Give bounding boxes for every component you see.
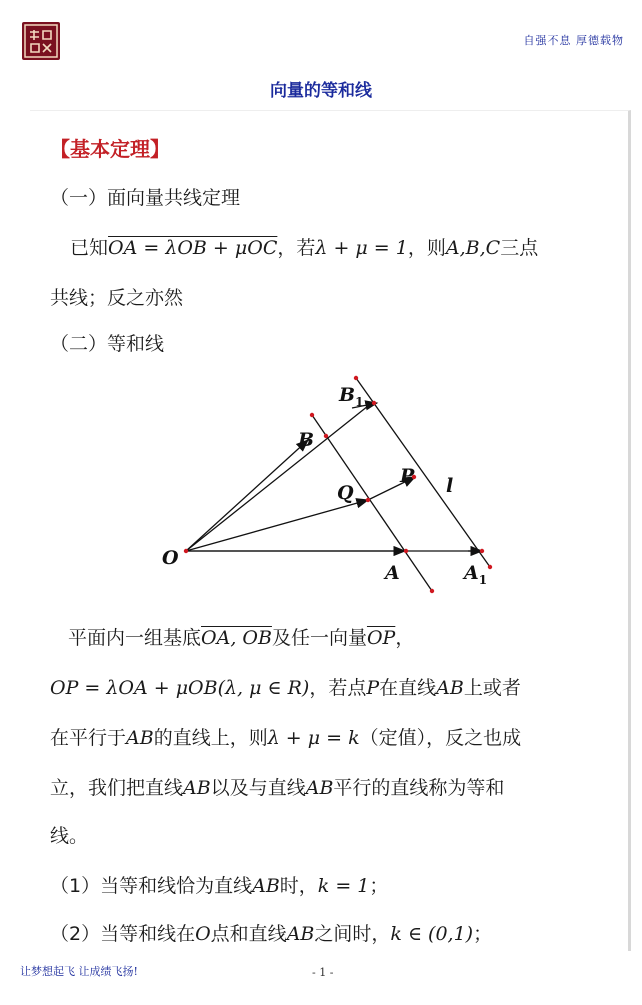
seal-logo-icon	[22, 22, 60, 60]
point-O	[184, 549, 188, 553]
point-B	[324, 434, 328, 438]
theorem-line-2: 共线；反之亦然	[50, 287, 184, 309]
equal-sum-line-diagram	[130, 255, 520, 600]
theorem-line-1: 已知OA = λOB + μOC，若λ + μ = 1，则A,B,C三点	[70, 237, 539, 259]
point-A	[404, 549, 408, 553]
point-B1	[372, 401, 376, 405]
label-A1: $A_1$	[464, 562, 488, 587]
point-bottom-AB	[430, 589, 434, 593]
label-P: P	[400, 465, 415, 487]
label-A: A	[385, 562, 400, 584]
label-B: B	[298, 429, 315, 451]
para-line-5: 线。	[50, 825, 89, 847]
part2-heading: （二）等和线	[50, 333, 165, 355]
point-top-l	[354, 376, 358, 380]
label-Q: Q	[337, 482, 354, 504]
item-2: （2）当等和线在O点和直线AB之间时，k ∈ (0,1)；	[50, 923, 493, 945]
para-line-3: 在平行于AB的直线上，则λ + μ = k（定值），反之也成	[50, 727, 522, 749]
para-line-1: 平面内一组基底OA, OB及任一向量$\overline{OP}$，	[68, 627, 415, 649]
footer-slogan: 让梦想起飞 让成绩飞扬!	[20, 965, 138, 978]
item-1: （1）当等和线恰为直线AB时，k = 1；	[50, 875, 389, 897]
point-A1	[480, 549, 484, 553]
point-bottom-l	[488, 565, 492, 569]
label-l: l	[446, 475, 454, 497]
point-top-AB	[310, 413, 314, 417]
page-number: - 1 -	[312, 966, 334, 979]
para-line-4: 立，我们把直线AB以及与直线AB平行的直线称为等和	[50, 777, 505, 799]
part1-heading: （一）面向量共线定理	[50, 187, 241, 209]
line-AB	[312, 415, 432, 591]
label-B1: $B_1$	[339, 384, 364, 409]
motto: 自强不息 厚德载物	[523, 34, 624, 47]
para-line-2: OP = λOA + μOB(λ, μ ∈ R)，若点P在直线AB上或者	[50, 677, 521, 699]
theorem-condition: λ + μ = 1	[315, 237, 408, 259]
label-O: O	[162, 547, 179, 569]
theorem-equation: OA = λOB + μOC	[108, 237, 278, 259]
point-Q	[366, 498, 370, 502]
section-heading: 【基本定理】	[50, 137, 170, 161]
vector-OB1	[186, 402, 373, 551]
line-l	[356, 378, 490, 567]
page-title: 向量的等和线	[270, 81, 372, 101]
